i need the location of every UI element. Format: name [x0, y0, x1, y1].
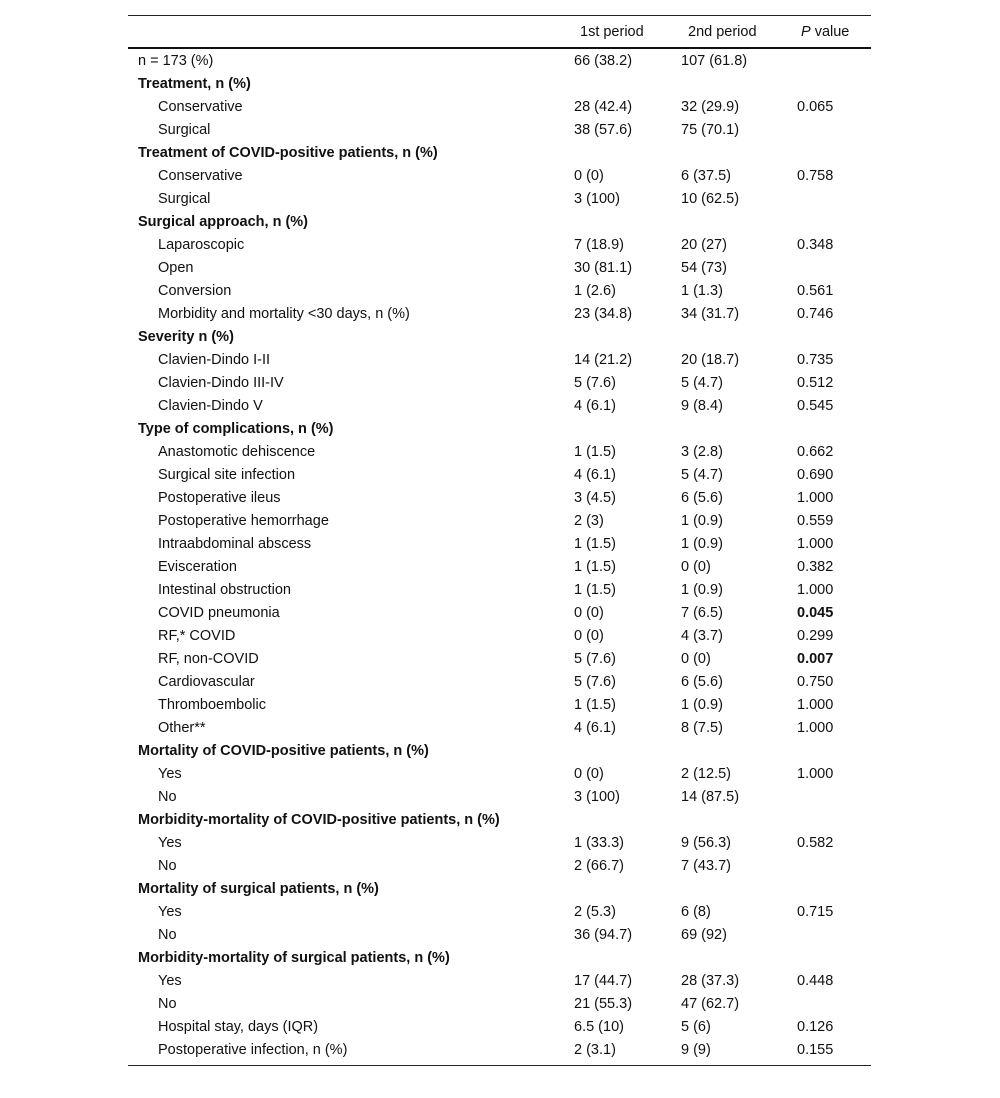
- cell-2nd-period: 5 (4.7): [681, 467, 723, 483]
- cell-p-value: 1.000: [797, 697, 834, 713]
- table-row: [128, 234, 871, 257]
- cell-2nd-period: 5 (6): [681, 1019, 711, 1035]
- table-row: [128, 533, 871, 556]
- table-row: [128, 694, 871, 717]
- cell-p-value: 0.545: [797, 398, 834, 414]
- cell-1st-period: 23 (34.8): [574, 306, 633, 322]
- row-label: Surgical: [158, 191, 211, 207]
- cell-p-value: 0.155: [797, 1042, 834, 1058]
- row-label: Clavien-Dindo V: [158, 398, 263, 414]
- cell-1st-period: 4 (6.1): [574, 398, 616, 414]
- cell-1st-period: 1 (33.3): [574, 835, 624, 851]
- cell-2nd-period: 20 (27): [681, 237, 727, 253]
- row-label: Mortality of surgical patients, n (%): [138, 881, 379, 897]
- table-row: [128, 924, 871, 947]
- cell-1st-period: 28 (42.4): [574, 99, 633, 115]
- row-label: Postoperative ileus: [158, 490, 281, 506]
- row-label: Clavien-Dindo III-IV: [158, 375, 284, 391]
- header-p-italic: P: [801, 24, 811, 40]
- row-label: Postoperative hemorrhage: [158, 513, 329, 529]
- cell-p-value: 0.065: [797, 99, 834, 115]
- cell-1st-period: 1 (2.6): [574, 283, 616, 299]
- table-bottom-rule: [128, 1065, 871, 1066]
- row-label: Conversion: [158, 283, 232, 299]
- row-label: n = 173 (%): [138, 53, 214, 69]
- table-row: [128, 625, 871, 648]
- section-header-row: [128, 73, 871, 96]
- cell-p-value: 1.000: [797, 720, 834, 736]
- table-row: [128, 993, 871, 1016]
- table-row: [128, 648, 871, 671]
- cell-1st-period: 5 (7.6): [574, 651, 616, 667]
- table-header: [128, 16, 871, 49]
- cell-2nd-period: 1 (0.9): [681, 536, 723, 552]
- cell-2nd-period: 54 (73): [681, 260, 727, 276]
- row-label: Morbidity-mortality of COVID-positive patients, n (%): [138, 812, 500, 828]
- row-label: Morbidity-mortality of surgical patients, n (%): [138, 950, 450, 966]
- cell-1st-period: 3 (100): [574, 789, 620, 805]
- cell-2nd-period: 1 (0.9): [681, 513, 723, 529]
- row-label: Yes: [158, 766, 182, 782]
- row-label: Mortality of COVID-positive patients, n (%): [138, 743, 429, 759]
- cell-2nd-period: 9 (9): [681, 1042, 711, 1058]
- cell-p-value: 0.045: [797, 605, 834, 621]
- cell-1st-period: 30 (81.1): [574, 260, 633, 276]
- cell-2nd-period: 7 (43.7): [681, 858, 731, 874]
- row-label: RF, non-COVID: [158, 651, 259, 667]
- row-label: Other**: [158, 720, 206, 736]
- table-row: [128, 1016, 871, 1039]
- header-2nd-period: 2nd period: [688, 24, 757, 40]
- cell-p-value: 0.746: [797, 306, 834, 322]
- row-label: Cardiovascular: [158, 674, 255, 690]
- cell-p-value: 1.000: [797, 766, 834, 782]
- cell-p-value: 0.735: [797, 352, 834, 368]
- table-row: [128, 510, 871, 533]
- cell-1st-period: 1 (1.5): [574, 536, 616, 552]
- section-header-row: [128, 142, 871, 165]
- cell-1st-period: 6.5 (10): [574, 1019, 624, 1035]
- row-label: Type of complications, n (%): [138, 421, 334, 437]
- table-row: [128, 441, 871, 464]
- cell-2nd-period: 3 (2.8): [681, 444, 723, 460]
- table-row: [128, 970, 871, 993]
- table-body: [128, 49, 871, 1062]
- row-label: Conservative: [158, 168, 243, 184]
- row-label: Hospital stay, days (IQR): [158, 1019, 319, 1035]
- row-label: Postoperative infection, n (%): [158, 1042, 348, 1058]
- table-row: [128, 602, 871, 625]
- cell-1st-period: 0 (0): [574, 168, 604, 184]
- cell-2nd-period: 107 (61.8): [681, 53, 748, 69]
- cell-1st-period: 5 (7.6): [574, 375, 616, 391]
- row-label: Surgical site infection: [158, 467, 296, 483]
- cell-2nd-period: 8 (7.5): [681, 720, 723, 736]
- row-label: Anastomotic dehiscence: [158, 444, 316, 460]
- table-row: [128, 1039, 871, 1062]
- row-label: Laparoscopic: [158, 237, 245, 253]
- row-label: Morbidity and mortality <30 days, n (%): [158, 306, 410, 322]
- cell-2nd-period: 6 (5.6): [681, 490, 723, 506]
- cell-1st-period: 4 (6.1): [574, 467, 616, 483]
- cell-1st-period: 2 (3.1): [574, 1042, 616, 1058]
- cell-1st-period: 2 (66.7): [574, 858, 624, 874]
- cell-p-value: 0.750: [797, 674, 834, 690]
- cell-2nd-period: 9 (56.3): [681, 835, 731, 851]
- row-label: Conservative: [158, 99, 243, 115]
- cell-2nd-period: 1 (0.9): [681, 582, 723, 598]
- cell-2nd-period: 32 (29.9): [681, 99, 740, 115]
- cell-2nd-period: 1 (1.3): [681, 283, 723, 299]
- cell-1st-period: 2 (3): [574, 513, 604, 529]
- cell-1st-period: 5 (7.6): [574, 674, 616, 690]
- cell-2nd-period: 5 (4.7): [681, 375, 723, 391]
- cell-1st-period: 14 (21.2): [574, 352, 633, 368]
- cell-p-value: 0.448: [797, 973, 834, 989]
- cell-1st-period: 1 (1.5): [574, 697, 616, 713]
- table-row: [128, 349, 871, 372]
- cell-2nd-period: 7 (6.5): [681, 605, 723, 621]
- cell-p-value: 0.007: [797, 651, 834, 667]
- header-p-value: [801, 24, 849, 40]
- table-row: [128, 188, 871, 211]
- section-header-row: [128, 211, 871, 234]
- cell-2nd-period: 1 (0.9): [681, 697, 723, 713]
- row-label: Treatment, n (%): [138, 76, 251, 92]
- row-label: Surgical approach, n (%): [138, 214, 308, 230]
- header-p-rest: value: [810, 24, 850, 40]
- table-row: [128, 372, 871, 395]
- cell-p-value: 0.662: [797, 444, 834, 460]
- cell-1st-period: 2 (5.3): [574, 904, 616, 920]
- cell-2nd-period: 69 (92): [681, 927, 727, 943]
- cell-2nd-period: 6 (5.6): [681, 674, 723, 690]
- table-row: [128, 579, 871, 602]
- section-header-row: [128, 809, 871, 832]
- row-label: Open: [158, 260, 194, 276]
- cell-2nd-period: 4 (3.7): [681, 628, 723, 644]
- cell-p-value: 0.382: [797, 559, 834, 575]
- cell-1st-period: 3 (100): [574, 191, 620, 207]
- row-label: Intestinal obstruction: [158, 582, 291, 598]
- cell-1st-period: 1 (1.5): [574, 582, 616, 598]
- cell-2nd-period: 28 (37.3): [681, 973, 740, 989]
- cell-1st-period: 38 (57.6): [574, 122, 633, 138]
- row-label: Severity n (%): [138, 329, 234, 345]
- row-label: Thromboembolic: [158, 697, 266, 713]
- cell-p-value: 0.348: [797, 237, 834, 253]
- row-label: Yes: [158, 973, 182, 989]
- section-header-row: [128, 418, 871, 441]
- table-row: [128, 395, 871, 418]
- cell-1st-period: 0 (0): [574, 628, 604, 644]
- cell-1st-period: 66 (38.2): [574, 53, 633, 69]
- row-label: RF,* COVID: [158, 628, 236, 644]
- row-label: Treatment of COVID-positive patients, n (%): [138, 145, 438, 161]
- section-header-row: [128, 878, 871, 901]
- row-label: Yes: [158, 904, 182, 920]
- table-row: [128, 717, 871, 740]
- row-label: Intraabdominal abscess: [158, 536, 312, 552]
- table-row: [128, 763, 871, 786]
- table-row: [128, 786, 871, 809]
- cell-1st-period: 0 (0): [574, 605, 604, 621]
- section-header-row: [128, 326, 871, 349]
- table-row: [128, 280, 871, 303]
- header-1st-period: 1st period: [580, 24, 644, 40]
- cell-2nd-period: 9 (8.4): [681, 398, 723, 414]
- cell-1st-period: 36 (94.7): [574, 927, 633, 943]
- cell-p-value: 0.758: [797, 168, 834, 184]
- cell-p-value: 0.559: [797, 513, 834, 529]
- cell-2nd-period: 47 (62.7): [681, 996, 740, 1012]
- cell-2nd-period: 0 (0): [681, 651, 711, 667]
- section-header-row: [128, 947, 871, 970]
- cell-p-value: 0.715: [797, 904, 834, 920]
- cell-1st-period: 1 (1.5): [574, 444, 616, 460]
- cell-p-value: 0.561: [797, 283, 834, 299]
- cell-1st-period: 0 (0): [574, 766, 604, 782]
- row-label: No: [158, 996, 177, 1012]
- cell-2nd-period: 34 (31.7): [681, 306, 740, 322]
- cell-1st-period: 17 (44.7): [574, 973, 633, 989]
- cell-2nd-period: 2 (12.5): [681, 766, 731, 782]
- results-table: [128, 15, 871, 1066]
- cell-p-value: 0.299: [797, 628, 834, 644]
- table-row: [128, 96, 871, 119]
- cell-1st-period: 3 (4.5): [574, 490, 616, 506]
- cell-p-value: 1.000: [797, 490, 834, 506]
- table-row: [128, 119, 871, 142]
- cell-2nd-period: 20 (18.7): [681, 352, 740, 368]
- cell-p-value: 0.512: [797, 375, 834, 391]
- table-row: [128, 855, 871, 878]
- row-label: Evisceration: [158, 559, 237, 575]
- table-row: [128, 832, 871, 855]
- cell-2nd-period: 6 (37.5): [681, 168, 731, 184]
- row-label: Clavien-Dindo I-II: [158, 352, 271, 368]
- table-row: [128, 257, 871, 280]
- row-label: COVID pneumonia: [158, 605, 280, 621]
- cell-2nd-period: 14 (87.5): [681, 789, 740, 805]
- cell-p-value: 1.000: [797, 536, 834, 552]
- row-label: No: [158, 927, 177, 943]
- cell-p-value: 0.126: [797, 1019, 834, 1035]
- cell-1st-period: 1 (1.5): [574, 559, 616, 575]
- row-label: No: [158, 789, 177, 805]
- table-row: [128, 901, 871, 924]
- cell-p-value: 0.690: [797, 467, 834, 483]
- cell-1st-period: 4 (6.1): [574, 720, 616, 736]
- table-row: [128, 487, 871, 510]
- cell-p-value: 1.000: [797, 582, 834, 598]
- table-row: [128, 464, 871, 487]
- table-row: [128, 556, 871, 579]
- cell-2nd-period: 6 (8): [681, 904, 711, 920]
- cell-2nd-period: 0 (0): [681, 559, 711, 575]
- cell-1st-period: 7 (18.9): [574, 237, 624, 253]
- row-label: Surgical: [158, 122, 211, 138]
- cell-1st-period: 21 (55.3): [574, 996, 633, 1012]
- cell-2nd-period: 10 (62.5): [681, 191, 740, 207]
- table-row: [128, 671, 871, 694]
- table-row: [128, 165, 871, 188]
- row-label: No: [158, 858, 177, 874]
- cell-2nd-period: 75 (70.1): [681, 122, 740, 138]
- section-header-row: [128, 740, 871, 763]
- cell-p-value: 0.582: [797, 835, 834, 851]
- table-row: [128, 303, 871, 326]
- row-label: Yes: [158, 835, 182, 851]
- table-row: [128, 50, 871, 73]
